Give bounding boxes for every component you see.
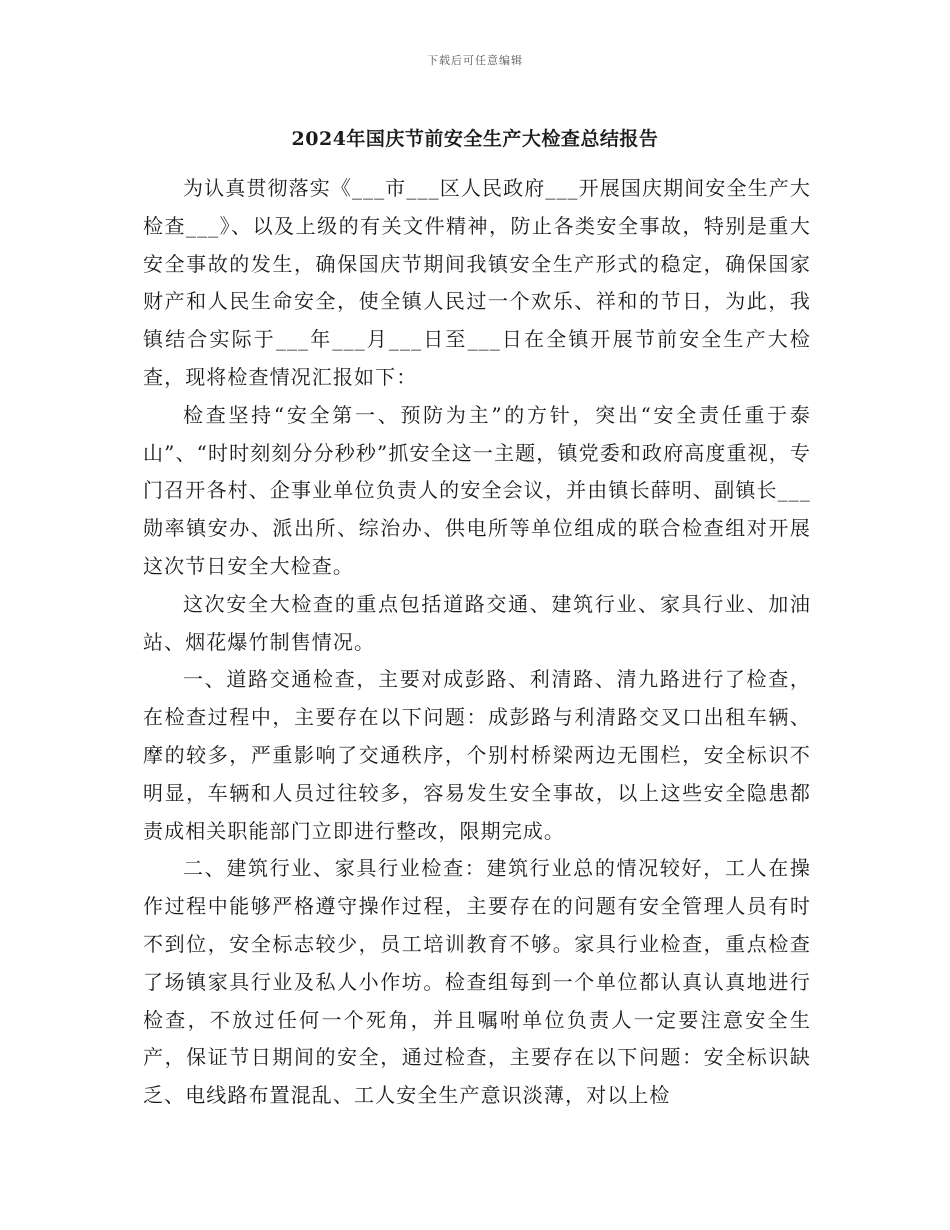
paragraph-road-traffic: 一、道路交通检查，主要对成彭路、利清路、清九路进行了检查，在检查过程中，主要存在以下问题：成彭路与利清路交叉口出租车辆、摩的较多，严重影响了交通秩序，个别村桥梁两边无围栏，安全标识不明显，车辆和人员过往较多，容易发生安全事故，以上这些安全隐患都责成相关职能部门立即进行整改，限期完成。 [143,667,811,843]
paragraph-construction-furniture: 二、建筑行业、家具行业检查：建筑行业总的情况较好，工人在操作过程中能够严格遵守操作过程，主要存在的问题有安全管理人员有时不到位，安全标志较少，员工培训教育不够。家具行业检查，重点检查了场镇家具行业及私人小作坊。检查组每到一个单位都认真认真地进行检查，不放过任何一个死角，并且嘱咐单位负责人一定要注意安全生产，保证节日期间的安全，通过检查，主要存在以下问题：安全标识缺乏、电线路布置混乱、工人安全生产意识淡薄，对以上检 [143,856,811,1108]
paragraph-intro: 为认真贯彻落实《___市___区人民政府___开展国庆期间安全生产大检查___》、以及上级的有关文件精神，防止各类安全事故，特别是重大安全事故的发生，确保国庆节期间我镇安全生产形式的稳定，确保国家财产和人民生命安全，使全镇人民过一个欢乐、祥和的节日，为此，我镇结合实际于___年___月___日至___日在全镇开展节前安全生产大检查，现将检查情况汇报如下： [143,176,811,389]
header-note: 下载后可任意编辑 [427,54,523,67]
paragraph-inspection-focus: 这次安全大检查的重点包括道路交通、建筑行业、家具行业、加油站、烟花爆竹制售情况。 [143,591,811,654]
document-body [143,170,811,1115]
document-title: 2024年国庆节前安全生产大检查总结报告 [291,128,659,150]
paragraph-inspection-policy: 检查坚持“安全第一、预防为主”的方针，突出“安全责任重于泰山”、“时时刻刻分分秒秒”抓安全这一主题，镇党委和政府高度重视，专门召开各村、企事业单位负责人的安全会议，并由镇长薛明、副镇长___勋率镇安办、派出所、综治办、供电所等单位组成的联合检查组对开展这次节日安全大检查。 [143,402,811,578]
